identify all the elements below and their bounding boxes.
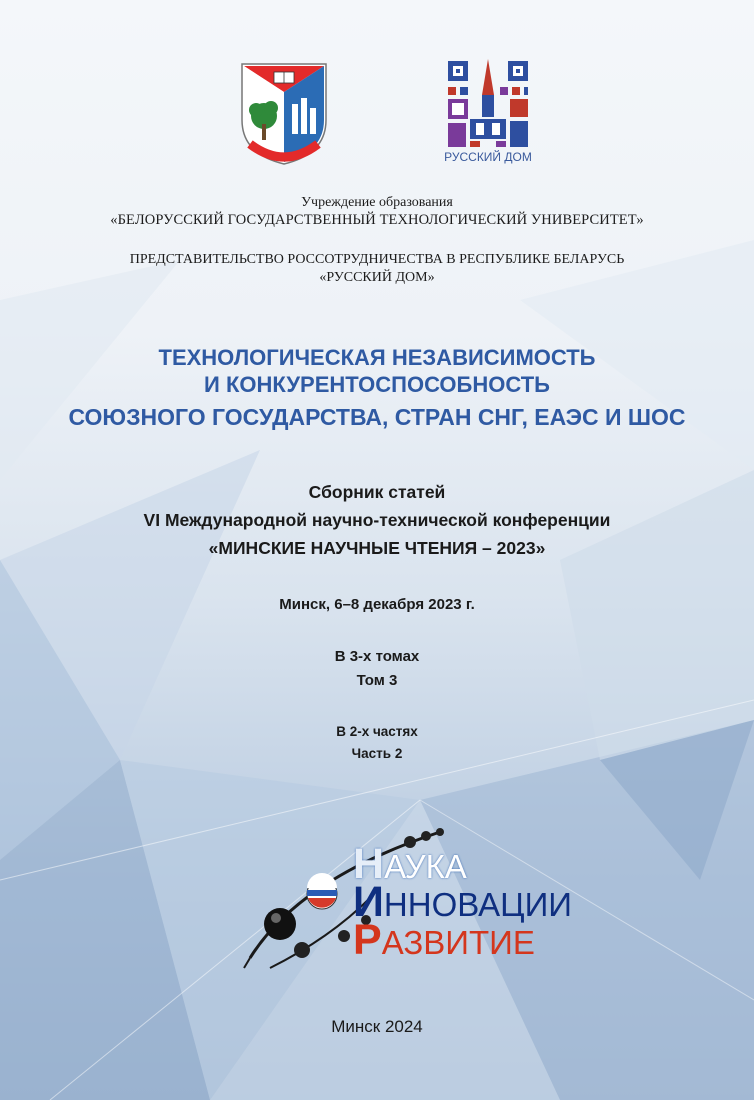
subtitle-line-3: «МИНСКИЕ НАУЧНЫЕ ЧТЕНИЯ – 2023» [208, 538, 546, 558]
emblem-word-science-initial: Н [353, 840, 385, 888]
emblem-word-science-rest: АУКА [384, 848, 467, 885]
representation-name: ПРЕДСТАВИТЕЛЬСТВО РОССОТРУДНИЧЕСТВА В РЕСПУБЛИКЕ БЕЛАРУСЬ [129, 252, 625, 267]
representation-subname: «РУССКИЙ ДОМ» [319, 270, 435, 285]
volumes-total: В 3-х томах [334, 648, 420, 665]
university-shield-logo [236, 58, 332, 170]
event-date: Минск, 6–8 декабря 2023 г. [279, 596, 475, 613]
emblem-word-development [353, 916, 535, 964]
emblem-word-innovation-rest: ННОВАЦИИ [383, 886, 573, 923]
emblem-word-development-rest: АЗВИТИЕ [381, 924, 535, 961]
emblem-word-development-initial: Р [353, 916, 382, 964]
emblem-word-innovation-initial: И [353, 878, 384, 926]
parts-total: В 2-х частях [336, 724, 418, 739]
title-line-3: СОЮЗНОГО ГОСУДАРСТВА, СТРАН СНГ, ЕАЭС И ШОС [68, 404, 686, 430]
part-current: Часть 2 [351, 746, 403, 761]
publication-city-year: Минск 2024 [331, 1017, 423, 1036]
subtitle-line-2: VI Международной научно-технической конференции [143, 510, 611, 530]
emblem-word-innovation [353, 878, 573, 926]
volume-current: Том 3 [356, 672, 398, 689]
title-line-1: ТЕХНОЛОГИЧЕСКАЯ НЕЗАВИСИМОСТЬ [158, 345, 596, 370]
subtitle-line-1: Сборник статей [308, 482, 446, 502]
russkiy-dom-label: РУССКИЙ ДОМ [444, 150, 532, 164]
institution-name: «БЕЛОРУССКИЙ ГОСУДАРСТВЕННЫЙ ТЕХНОЛОГИЧЕСКИЙ УНИВЕРСИТЕТ» [110, 212, 644, 228]
institution-type: Учреждение образования [301, 195, 453, 210]
title-line-2: И КОНКУРЕНТОСПОСОБНОСТЬ [204, 372, 550, 397]
